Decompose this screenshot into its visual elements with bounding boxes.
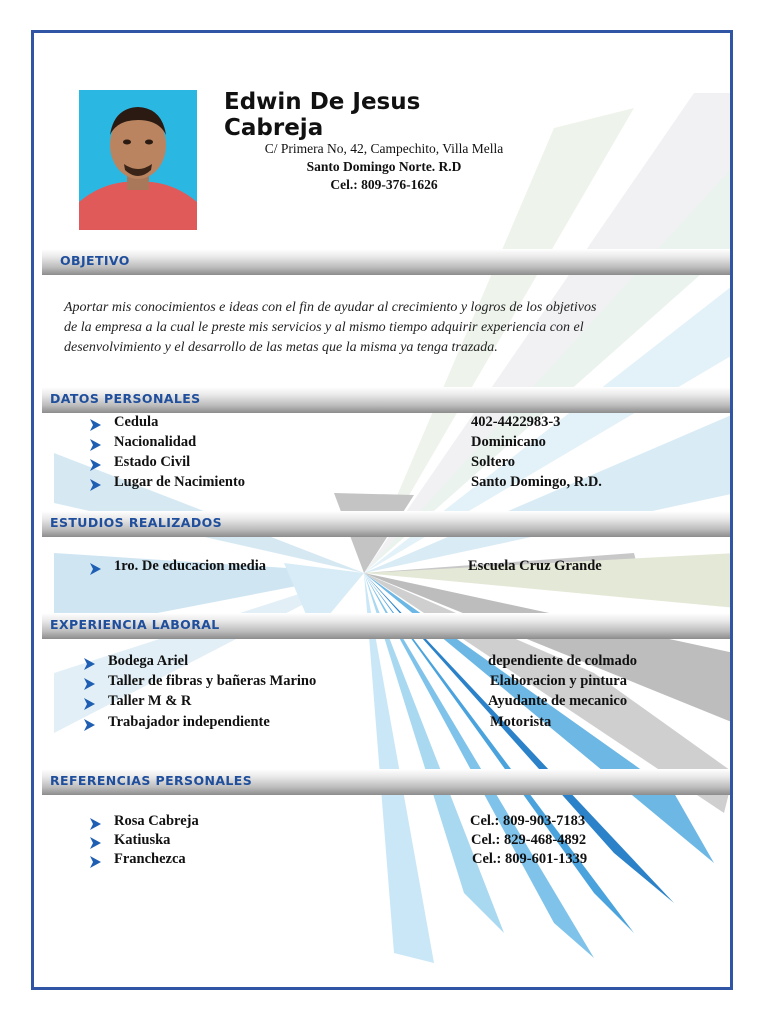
referencia-phone-1: Cel.: 809-903-7183 <box>470 813 586 829</box>
phone-line: Cel.: 809-376-1626 <box>330 177 438 192</box>
bullet-arrow-icon <box>90 459 101 471</box>
section-title: OBJETIVO <box>60 253 130 268</box>
bullet-arrow-icon <box>84 719 95 731</box>
experiencia-label-4: Trabajador independiente <box>108 714 270 730</box>
datos-value-cedula: 402-4422983-3 <box>471 414 561 430</box>
experiencia-value-2: Elaboracion y pintura <box>490 673 627 689</box>
bullet-arrow-icon <box>90 479 101 491</box>
referencia-name-2: Katiuska <box>114 832 171 848</box>
candidate-name: Edwin De Jesus Cabreja <box>224 89 421 141</box>
bullet-arrow-icon <box>90 563 101 575</box>
datos-label-cedula: Cedula <box>114 414 159 430</box>
bullet-arrow-icon <box>90 818 101 830</box>
objective-line-1: Aportar mis conocimientos e ideas con el fin de ayudar al crecimiento y logros de los objetivos <box>64 300 597 315</box>
experiencia-label-1: Bodega Ariel <box>108 653 189 669</box>
resume-page <box>31 30 733 990</box>
section-header-objetivo <box>42 249 733 275</box>
profile-photo <box>79 90 197 230</box>
experiencia-label-3: Taller M & R <box>108 693 192 709</box>
section-header-estudios <box>42 511 733 537</box>
datos-value-nacionalidad: Dominicano <box>471 434 546 450</box>
bullet-arrow-icon <box>90 419 101 431</box>
section-header-datos-personales <box>42 387 733 413</box>
experiencia-label-2: Taller de fibras y bañeras Marino <box>108 673 317 689</box>
objective-line-2: de la empresa a la cual le preste mis servicios y al mismo tiempo adquirir experiencia con el <box>64 320 584 335</box>
objective-line-3: desenvolvimiento y el desarrollo de las metas que la misma ya tenga trazada. <box>64 340 498 355</box>
section-title: ESTUDIOS REALIZADOS <box>50 515 223 530</box>
bullet-arrow-icon <box>90 439 101 451</box>
address-city: Santo Domingo Norte. R.D <box>306 159 462 174</box>
referencia-phone-2: Cel.: 829-468-4892 <box>471 832 587 848</box>
section-title: REFERENCIAS PERSONALES <box>50 773 253 788</box>
estudios-label: 1ro. De educacion media <box>114 558 266 574</box>
section-title: DATOS PERSONALES <box>50 391 201 406</box>
datos-value-lugar-nacimiento: Santo Domingo, R.D. <box>471 474 602 490</box>
experiencia-value-3: Ayudante de mecanico <box>488 693 628 709</box>
section-header-referencias <box>42 769 733 795</box>
referencia-name-3: Franchezca <box>114 851 186 867</box>
referencia-name-1: Rosa Cabreja <box>114 813 199 829</box>
datos-label-lugar-nacimiento: Lugar de Nacimiento <box>114 474 246 490</box>
datos-label-estado-civil: Estado Civil <box>114 454 191 470</box>
objective-text <box>64 298 714 358</box>
bullet-arrow-icon <box>84 678 95 690</box>
bullet-arrow-icon <box>90 837 101 849</box>
address-line: C/ Primera No, 42, Campechito, Villa Mella <box>264 141 504 156</box>
bullet-arrow-icon <box>90 856 101 868</box>
experiencia-value-4: Motorista <box>490 714 552 730</box>
section-title: EXPERIENCIA LABORAL <box>50 617 220 632</box>
datos-label-nacionalidad: Nacionalidad <box>114 434 197 450</box>
experiencia-value-1: dependiente de colmado <box>488 653 638 669</box>
section-header-experiencia <box>42 613 733 639</box>
estudios-value: Escuela Cruz Grande <box>468 558 602 574</box>
referencia-phone-3: Cel.: 809-601-1339 <box>472 851 588 867</box>
bullet-arrow-icon <box>84 698 95 710</box>
bullet-arrow-icon <box>84 658 95 670</box>
datos-value-estado-civil: Soltero <box>471 454 516 470</box>
